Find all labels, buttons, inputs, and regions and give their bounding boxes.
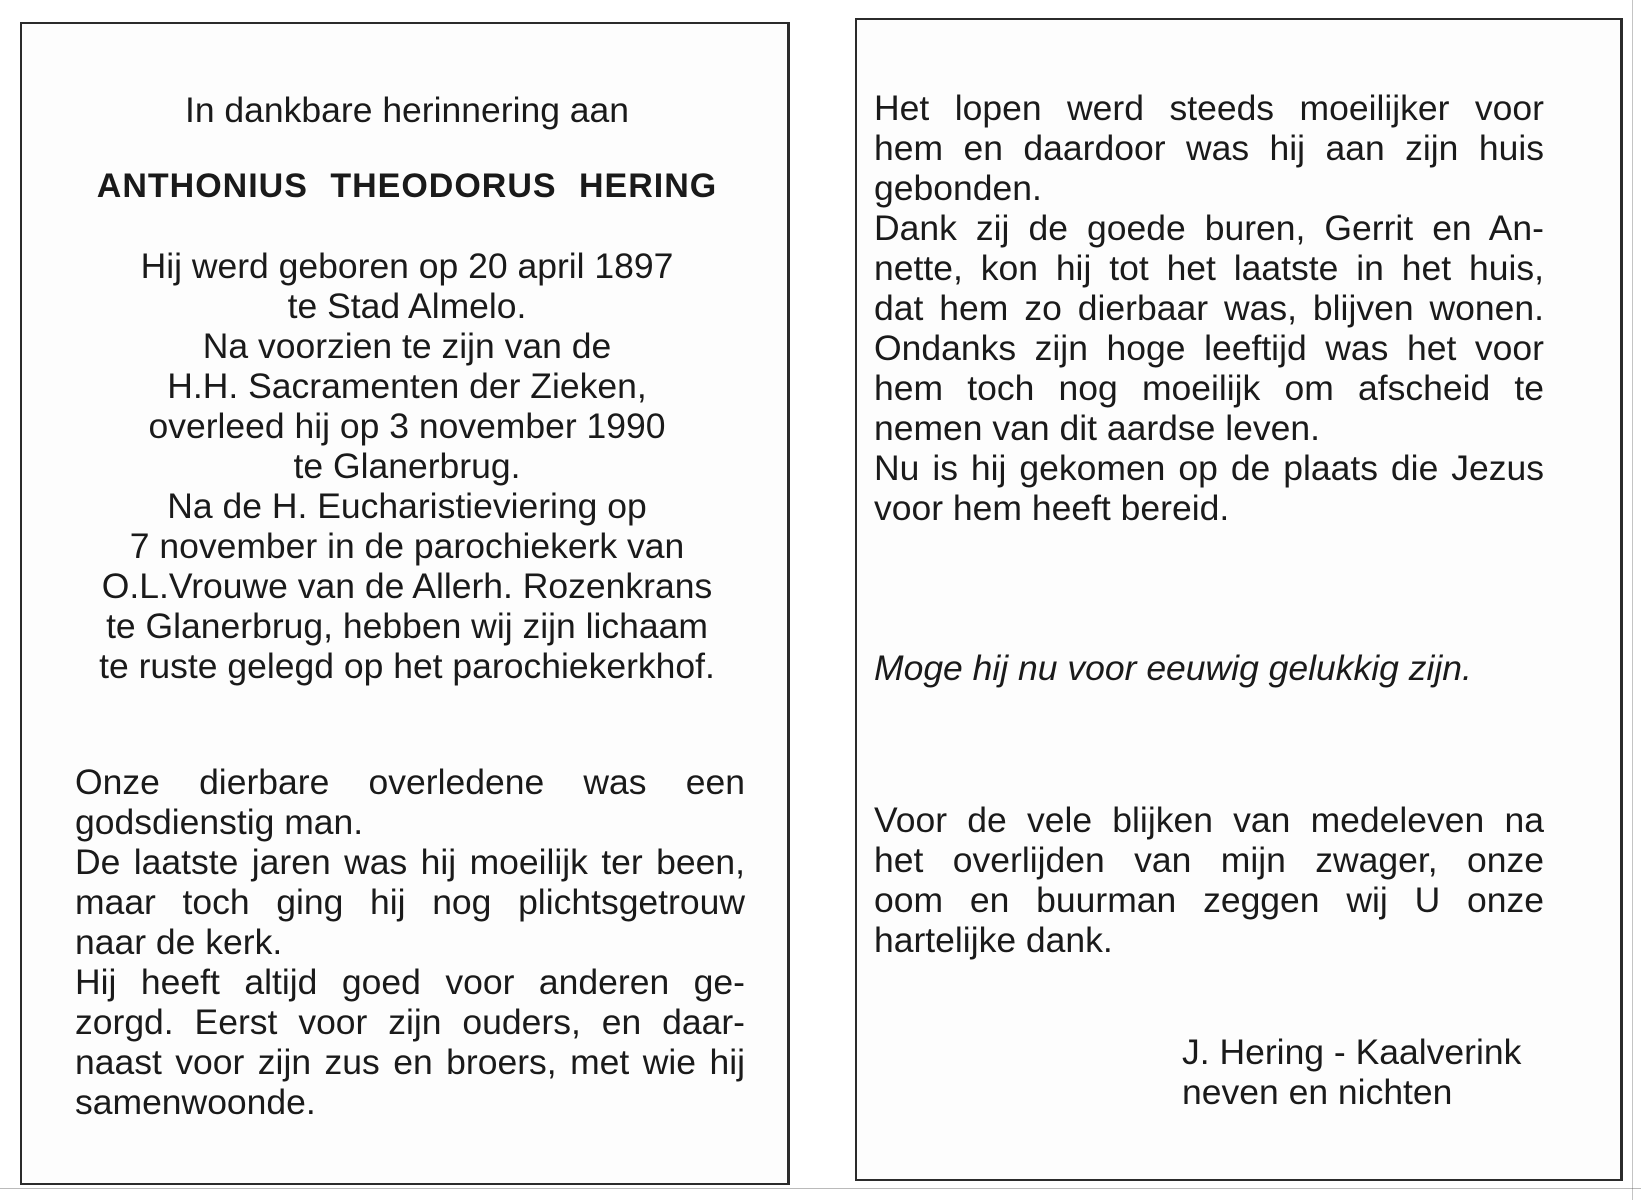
bio-line: te ruste gelegd op het parochiekerkhof. (99, 646, 715, 686)
memorial-card-right (855, 18, 1623, 1181)
scan-edge-bottom (0, 1188, 1641, 1189)
memorial-card-left (20, 22, 790, 1185)
story-line: Dank zij de goede buren, Gerrit en An- (874, 208, 1544, 248)
bio-line: O.L.Vrouwe van de Allerh. Rozenkrans (101, 566, 713, 606)
tribute-line: De laatste jaren was hij moeilijk ter been, (75, 842, 745, 882)
tribute-line: Onze dierbare overledene was een (75, 762, 745, 802)
tribute-line: naar de kerk. (75, 922, 283, 962)
story-line: Het lopen werd steeds moeilijker voor (874, 88, 1544, 128)
bio-line: Na de H. Eucharistieviering op (167, 486, 647, 526)
story-line: Nu is hij gekomen op de plaats die Jezus (874, 448, 1544, 488)
card-heading: In dankbare herinnering aan (184, 90, 630, 130)
tribute-line: naast voor zijn zus en broers, met wie hij (75, 1042, 745, 1082)
story-line: dat hem zo dierbaar was, blijven wonen. (874, 288, 1544, 328)
tribute-line: zorgd. Eerst voor zijn ouders, en daar- (75, 1002, 745, 1042)
bio-line: te Glanerbrug, hebben wij zijn lichaam (106, 606, 708, 646)
closing-wish: Moge hij nu voor eeuwig gelukkig zijn. (874, 648, 1472, 688)
bio-line: te Glanerbrug. (293, 446, 521, 486)
thanks-line: oom en buurman zeggen wij U onze (874, 880, 1544, 920)
story-line: nemen van dit aardse leven. (874, 408, 1321, 448)
tribute-line: samenwoonde. (75, 1082, 316, 1122)
scan-edge-right (1632, 0, 1633, 1200)
bio-line: te Stad Almelo. (287, 286, 527, 326)
tribute-line: godsdienstig man. (75, 802, 364, 842)
bio-line: 7 november in de parochiekerk van (129, 526, 685, 566)
story-line: Ondanks zijn hoge leeftijd was het voor (874, 328, 1544, 368)
bio-line: Hij werd geboren op 20 april 1897 (140, 246, 674, 286)
bio-line: Na voorzien te zijn van de (202, 326, 612, 366)
story-line: gebonden. (874, 168, 1042, 208)
signature-line: J. Hering - Kaalverink (1182, 1032, 1522, 1072)
thanks-line: hartelijke dank. (874, 920, 1113, 960)
tribute-line: Hij heeft altijd goed voor anderen ge- (75, 962, 745, 1002)
bio-line: H.H. Sacramenten der Zieken, (167, 366, 647, 406)
story-line: voor hem heeft bereid. (874, 488, 1230, 528)
deceased-name: ANTHONIUS THEODORUS HERING (96, 167, 718, 205)
thanks-line: Voor de vele blijken van medeleven na (874, 800, 1544, 840)
tribute-line: maar toch ging hij nog plichtsgetrouw (75, 882, 745, 922)
story-line: nette, kon hij tot het laatste in het huis, (874, 248, 1544, 288)
story-line: hem en daardoor was hij aan zijn huis (874, 128, 1544, 168)
story-line: hem toch nog moeilijk om afscheid te (874, 368, 1544, 408)
thanks-line: het overlijden van mijn zwager, onze (874, 840, 1544, 880)
signature-line: neven en nichten (1182, 1072, 1453, 1112)
bio-line: overleed hij op 3 november 1990 (148, 406, 666, 446)
